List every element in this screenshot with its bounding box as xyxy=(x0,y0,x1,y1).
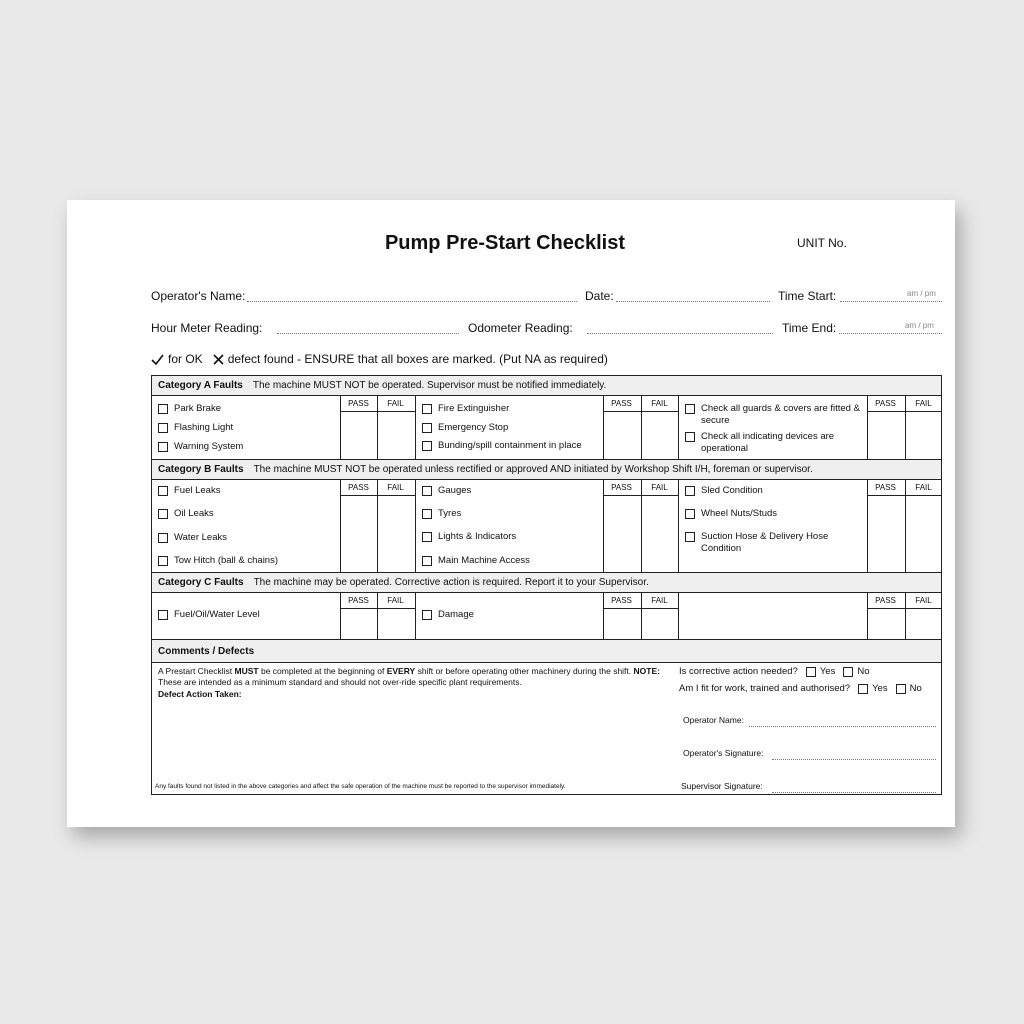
checkbox[interactable] xyxy=(422,532,432,542)
category-b-header xyxy=(152,460,941,480)
checkbox[interactable] xyxy=(422,610,432,620)
checkbox[interactable] xyxy=(685,486,695,496)
pass-header: PASS xyxy=(348,399,369,408)
fit-no-checkbox[interactable] xyxy=(896,684,906,694)
hour-meter-field[interactable] xyxy=(277,333,459,334)
category-c-header xyxy=(152,573,941,593)
fail-header: FAIL xyxy=(651,399,668,408)
comments-header xyxy=(152,640,941,663)
operator-name-field[interactable] xyxy=(247,301,577,302)
comments-area[interactable] xyxy=(152,664,941,795)
cross-icon xyxy=(213,354,224,365)
check-item[interactable]: Damage xyxy=(422,609,474,621)
check-item[interactable]: Park Brake xyxy=(158,403,221,415)
category-a-description: The machine MUST NOT be operated. Supervisor must be notified immediately. xyxy=(252,380,607,391)
defect-action-label: Defect Action Taken: xyxy=(158,689,242,699)
checkbox[interactable] xyxy=(158,423,168,433)
pass-header: PASS xyxy=(611,399,632,408)
check-item[interactable]: Fire Extinguisher xyxy=(422,403,509,415)
check-item[interactable]: Flashing Light xyxy=(158,422,233,434)
checkbox[interactable] xyxy=(685,404,695,414)
checklist-grid xyxy=(151,375,942,795)
operator-signature-label: Operator's Signature: xyxy=(683,748,764,758)
checkbox[interactable] xyxy=(422,404,432,414)
fail-header: FAIL xyxy=(915,596,932,605)
category-b-title: Category B Faults xyxy=(158,464,244,475)
checklist-sheet xyxy=(67,200,955,827)
checkbox[interactable] xyxy=(685,532,695,542)
check-item[interactable]: Bunding/spill containment in place xyxy=(422,440,582,452)
operator-name-sig-label: Operator Name: xyxy=(683,715,744,725)
fail-header: FAIL xyxy=(651,483,668,492)
pass-header: PASS xyxy=(611,483,632,492)
time-start-field[interactable] xyxy=(840,301,942,302)
check-icon xyxy=(151,354,164,365)
check-item[interactable]: Warning System xyxy=(158,441,243,453)
corrective-yes-checkbox[interactable] xyxy=(806,667,816,677)
category-b-row xyxy=(152,480,941,573)
date-field[interactable] xyxy=(616,301,770,302)
operator-name-sig-field[interactable] xyxy=(749,726,936,727)
check-item[interactable]: Gauges xyxy=(422,485,471,497)
fail-header: FAIL xyxy=(915,399,932,408)
checkbox[interactable] xyxy=(422,441,432,451)
checkbox[interactable] xyxy=(158,404,168,414)
checkbox[interactable] xyxy=(158,442,168,452)
pass-header: PASS xyxy=(611,596,632,605)
checkbox[interactable] xyxy=(158,610,168,620)
unit-number-label: UNIT No. xyxy=(797,236,847,250)
time-end-field[interactable] xyxy=(839,333,942,334)
check-item[interactable]: Fuel/Oil/Water Level xyxy=(158,609,260,621)
checkbox[interactable] xyxy=(422,486,432,496)
checkbox[interactable] xyxy=(422,509,432,519)
checkbox[interactable] xyxy=(685,432,695,442)
odometer-field[interactable] xyxy=(587,333,773,334)
prestart-note: A Prestart Checklist MUST be completed at the beginning of EVERY shift or before operating other machinery during the shift. NOTE: These are intended as a minimum standard and should not over-ride specific plant requirements. xyxy=(158,666,660,687)
check-item[interactable]: Main Machine Access xyxy=(422,555,530,567)
pass-header: PASS xyxy=(348,483,369,492)
check-item[interactable]: Oil Leaks xyxy=(158,508,214,520)
fit-for-work-question: Am I fit for work, trained and authorised? Yes No xyxy=(679,683,922,694)
date-label: Date: xyxy=(585,289,614,303)
check-item[interactable]: Suction Hose & Delivery Hose Condition xyxy=(685,531,863,555)
fail-header: FAIL xyxy=(387,399,404,408)
comments-title: Comments / Defects xyxy=(158,645,255,657)
time-start-label: Time Start: xyxy=(778,289,837,303)
page-title: Pump Pre-Start Checklist xyxy=(384,232,626,254)
fail-header: FAIL xyxy=(387,596,404,605)
legend-ok-text: for OK xyxy=(168,352,203,366)
time-end-ampm: am / pm xyxy=(905,321,934,330)
legend-defect-text: defect found - ENSURE that all boxes are marked. (Put NA as required) xyxy=(227,352,608,366)
category-a-header xyxy=(152,376,941,396)
odometer-label: Odometer Reading: xyxy=(468,321,573,335)
checkbox[interactable] xyxy=(158,533,168,543)
time-end-label: Time End: xyxy=(782,321,837,335)
supervisor-signature-label: Supervisor Signature: xyxy=(681,781,763,791)
hour-meter-label: Hour Meter Reading: xyxy=(151,321,263,335)
checkbox[interactable] xyxy=(422,423,432,433)
fit-yes-checkbox[interactable] xyxy=(858,684,868,694)
check-item[interactable]: Water Leaks xyxy=(158,532,227,544)
checkbox[interactable] xyxy=(685,509,695,519)
check-item[interactable]: Lights & Indicators xyxy=(422,531,516,543)
category-a-title: Category A Faults xyxy=(158,380,243,391)
pass-header: PASS xyxy=(875,483,896,492)
corrective-action-question: Is corrective action needed? Yes No xyxy=(679,666,870,677)
supervisor-signature-field[interactable] xyxy=(772,792,936,793)
checkbox[interactable] xyxy=(158,486,168,496)
checkbox[interactable] xyxy=(158,556,168,566)
check-item[interactable]: Check all guards & covers are fitted & secure xyxy=(685,403,863,427)
category-c-description: The machine may be operated. Corrective action is required. Report it to your Supervisor. xyxy=(253,577,649,588)
time-start-ampm: am / pm xyxy=(907,289,936,298)
category-b-description: The machine MUST NOT be operated unless rectified or approved AND initiated by Workshop Shift I/H, foreman or supervisor. xyxy=(253,464,813,475)
category-c-title: Category C Faults xyxy=(158,577,244,588)
footer-note: Any faults found not listed in the above categories and affect the safe operation of the machine must be reported to the supervisor immediately. xyxy=(155,783,566,790)
pass-header: PASS xyxy=(348,596,369,605)
operator-name-label: Operator's Name: xyxy=(151,289,246,303)
operator-signature-field[interactable] xyxy=(772,759,936,760)
check-item[interactable]: Emergency Stop xyxy=(422,422,508,434)
check-item[interactable]: Tow Hitch (ball & chains) xyxy=(158,555,278,567)
category-c-row xyxy=(152,593,941,640)
check-item[interactable]: Fuel Leaks xyxy=(158,485,220,497)
corrective-no-checkbox[interactable] xyxy=(843,667,853,677)
fail-header: FAIL xyxy=(387,483,404,492)
checkbox[interactable] xyxy=(422,556,432,566)
check-item[interactable]: Wheel Nuts/Studs xyxy=(685,508,863,520)
fail-header: FAIL xyxy=(915,483,932,492)
legend xyxy=(151,352,608,366)
check-item[interactable]: Tyres xyxy=(422,508,461,520)
category-a-row xyxy=(152,396,941,460)
check-item[interactable]: Sled Condition xyxy=(685,485,863,497)
fail-header: FAIL xyxy=(651,596,668,605)
checkbox[interactable] xyxy=(158,509,168,519)
check-item[interactable]: Check all indicating devices are operational xyxy=(685,431,863,455)
pass-header: PASS xyxy=(875,596,896,605)
pass-header: PASS xyxy=(875,399,896,408)
